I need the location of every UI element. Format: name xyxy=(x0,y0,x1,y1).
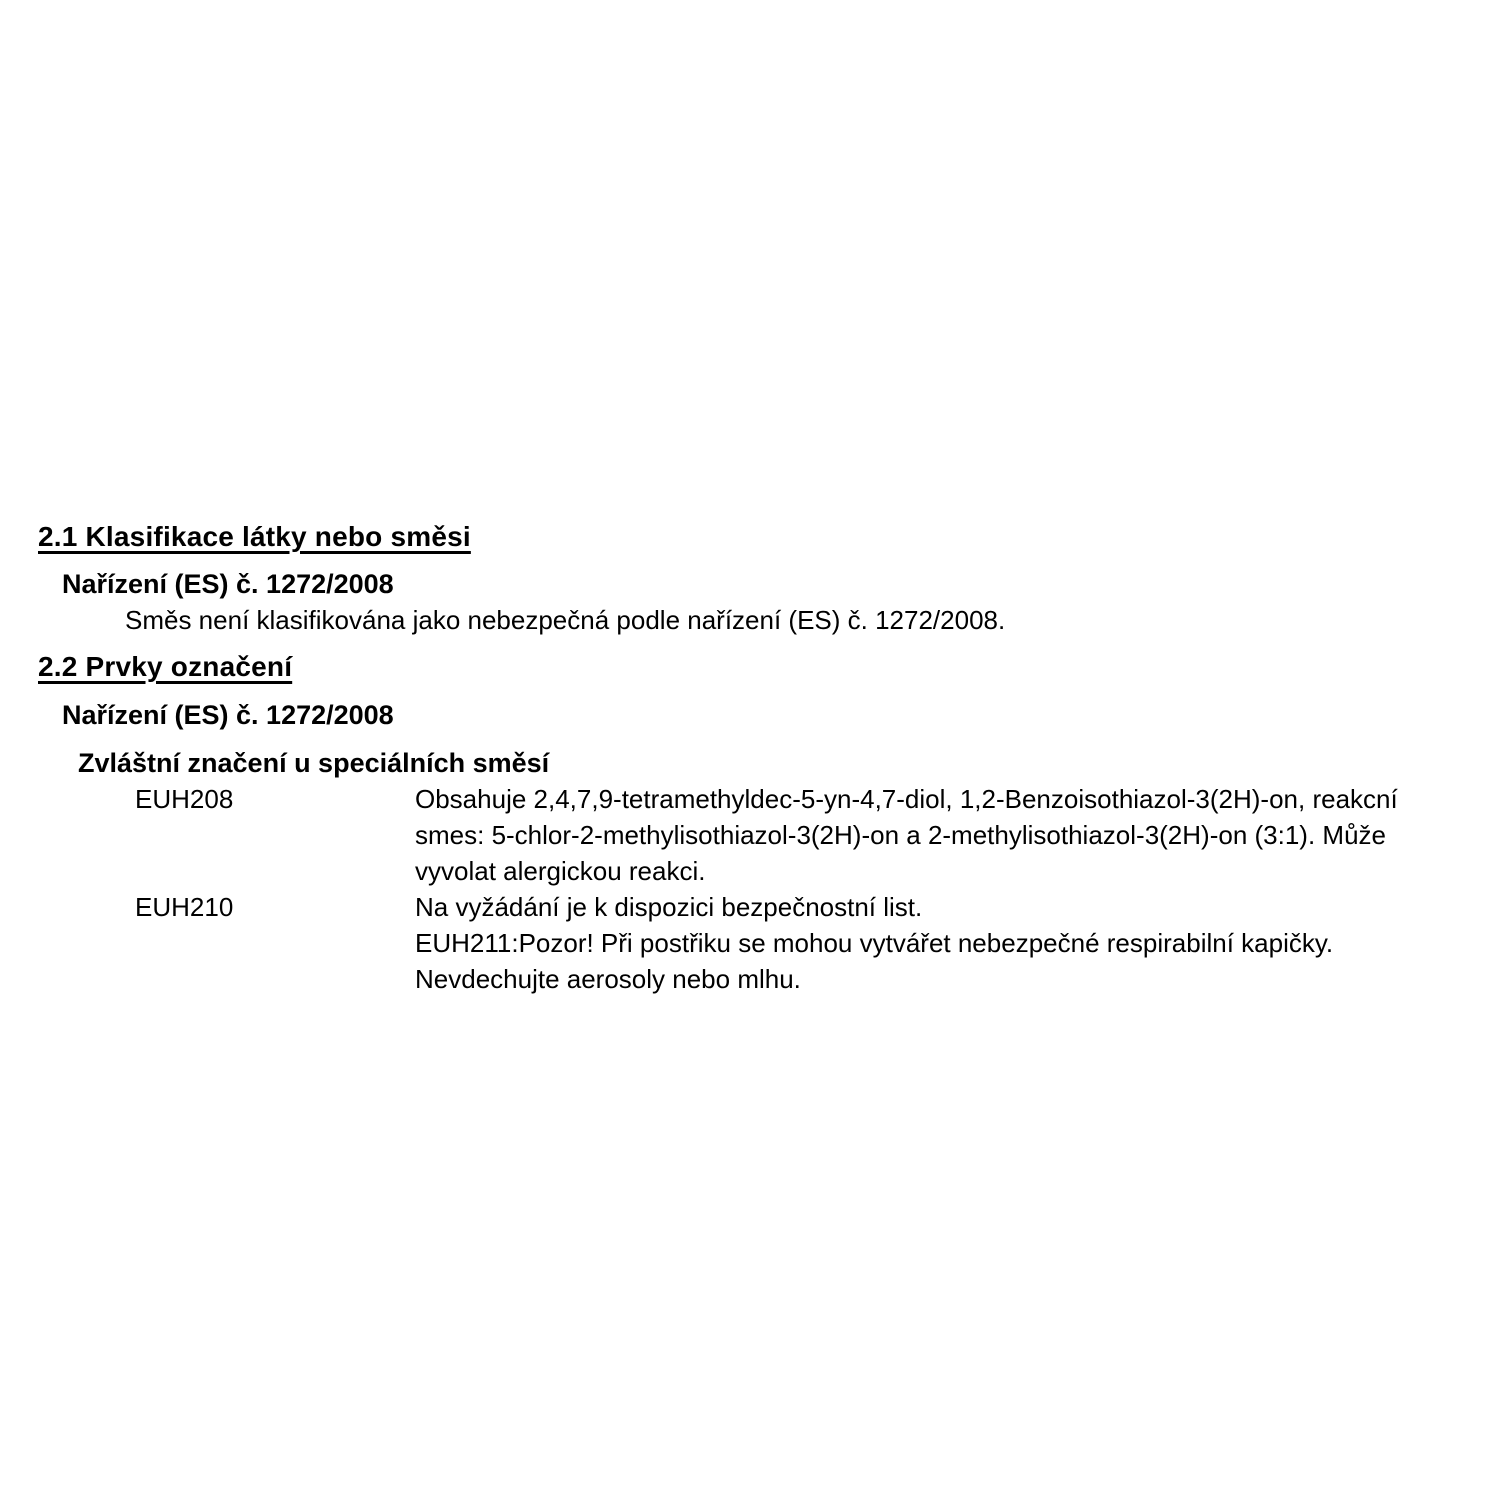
sds-section-2-content xyxy=(0,519,1500,997)
euh210-code: EUH210 xyxy=(135,892,234,922)
euh208-text xyxy=(415,781,1500,889)
classification-statement: Směs není klasifikována jako nebezpečná podle nařízení (ES) č. 1272/2008. xyxy=(125,605,1006,635)
section-2-1-heading: 2.1 Klasifikace látky nebo směsi xyxy=(38,521,471,552)
euh208-line-1: Obsahuje 2,4,7,9-tetramethyldec-5-yn-4,7-diol, 1,2-Benzoisothiazol-3(2H)-on, reakcní xyxy=(415,784,1398,814)
regulation-heading-1: Nařízení (ES) č. 1272/2008 xyxy=(62,569,394,599)
euh210-row xyxy=(0,889,1500,997)
euh210-line-2: EUH211:Pozor! Při postřiku se mohou vytvářet nebezpečné respirabilní kapičky. xyxy=(415,928,1334,958)
special-labeling-heading: Zvláštní značení u speciálních směsí xyxy=(78,748,550,778)
euh208-row xyxy=(0,781,1500,889)
euh208-line-3: vyvolat alergickou reakci. xyxy=(415,856,706,886)
euh208-code: EUH208 xyxy=(135,784,234,814)
regulation-heading-2: Nařízení (ES) č. 1272/2008 xyxy=(62,700,394,730)
section-2-2-heading: 2.2 Prvky označení xyxy=(38,651,293,682)
euh210-line-1: Na vyžádání je k dispozici bezpečnostní list. xyxy=(415,892,923,922)
euh210-text xyxy=(415,889,1500,997)
euh210-line-3: Nevdechujte aerosoly nebo mlhu. xyxy=(415,964,801,994)
euh208-line-2: smes: 5-chlor-2-methylisothiazol-3(2H)-on a 2-methylisothiazol-3(2H)-on (3:1). Může xyxy=(415,820,1386,850)
